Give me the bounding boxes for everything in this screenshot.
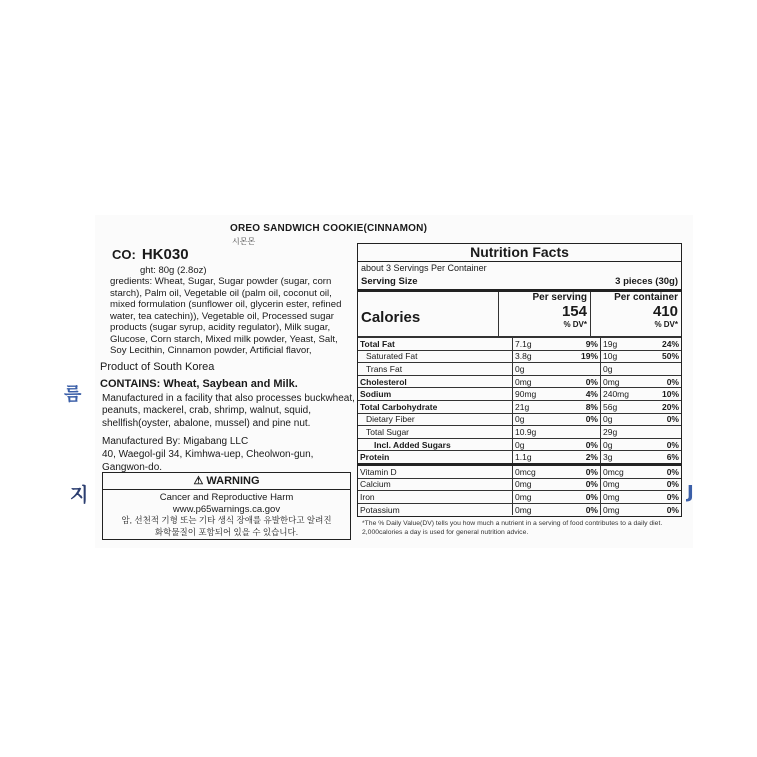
amount-per-container: 19g: [601, 338, 644, 351]
korean-subtitle: 시몬몬: [232, 237, 256, 246]
serving-size-label: Serving Size: [361, 276, 418, 287]
dv-per-container: 0%: [643, 491, 681, 504]
amount-per-container: 10g: [601, 350, 644, 363]
nutrient-row: [358, 451, 681, 465]
per-serving-column: [498, 292, 590, 336]
amount-per-container: 0mg: [601, 491, 644, 504]
serving-size-row: [358, 274, 681, 292]
nutrient-name: Total Sugar: [358, 426, 513, 439]
amount-per-container: 0mg: [601, 375, 644, 388]
dv-per-serving: 0%: [554, 375, 601, 388]
nutrient-name: Iron: [358, 491, 513, 504]
dv-per-container: 0%: [643, 438, 681, 451]
nutrient-row: [358, 388, 681, 401]
amount-per-container: 240mg: [601, 388, 644, 401]
nutrient-row: [358, 400, 681, 413]
dv-label: % DV*: [654, 320, 678, 329]
per-container-label: Per container: [614, 292, 678, 303]
nutrient-row: [358, 426, 681, 439]
nutrition-title: Nutrition Facts: [358, 244, 681, 262]
dv-per-serving: 0%: [554, 503, 601, 515]
dv-per-container: 0%: [643, 464, 681, 478]
nutrient-row: [358, 375, 681, 388]
prop65-warning: [102, 472, 351, 540]
nutrient-name: Cholesterol: [358, 375, 513, 388]
nutrition-facts-panel: [357, 243, 682, 517]
amount-per-container: 3g: [601, 451, 644, 465]
amount-per-serving: 0mcg: [513, 464, 555, 478]
contains-value: Wheat, Saybean and Milk.: [163, 377, 298, 390]
warning-body: [103, 490, 350, 538]
dv-per-serving: 2%: [554, 451, 601, 465]
amount-per-serving: 0g: [513, 363, 555, 376]
amount-per-serving: 7.1g: [513, 338, 555, 351]
nutrient-table: [358, 337, 681, 515]
amount-per-container: 0g: [601, 438, 644, 451]
warning-triangle-icon: ⚠: [193, 475, 204, 487]
nutrient-name: Dietary Fiber: [358, 413, 513, 426]
allergen-statement: [100, 378, 355, 390]
dv-per-serving: 0%: [554, 438, 601, 451]
dv-per-container: [643, 363, 681, 376]
manufacturer-block: [102, 435, 355, 474]
servings-per-container: about 3 Servings Per Container: [361, 263, 487, 273]
amount-per-container: 0mcg: [601, 464, 644, 478]
nutrient-name: Total Carbohydrate: [358, 400, 513, 413]
dv-per-serving: 0%: [554, 413, 601, 426]
calories-label: Calories: [361, 309, 421, 326]
amount-per-serving: 0mg: [513, 491, 555, 504]
dv-per-serving: 9%: [554, 338, 601, 351]
dv-per-container: 10%: [643, 388, 681, 401]
amount-per-container: 56g: [601, 400, 644, 413]
amount-per-serving: 0mg: [513, 375, 555, 388]
dv-per-container: 50%: [643, 350, 681, 363]
dv-per-container: 6%: [643, 451, 681, 465]
nutrient-row: [358, 478, 681, 491]
serving-size-value: 3 pieces (30g): [615, 276, 678, 287]
product-info: [100, 246, 355, 474]
product-code-label: CO:: [112, 247, 136, 262]
manufacturer-address: 40, Waegol-gil 34, Kimhwa-uep, Cheolwon-gun, Gangwon-do.: [102, 449, 314, 473]
nutrient-name: Total Fat: [358, 338, 513, 351]
dv-per-serving: 4%: [554, 388, 601, 401]
amount-per-serving: 3.8g: [513, 350, 555, 363]
nutrient-row: [358, 438, 681, 451]
nutrient-name: Potassium: [358, 503, 513, 515]
amount-per-container: 0mg: [601, 478, 644, 491]
edge-mark-left-bottom: 지: [70, 484, 89, 506]
amount-per-container: 29g: [601, 426, 644, 439]
warning-korean-line-2: 화학물질이 포함되어 있을 수 있습니다.: [154, 526, 299, 537]
amount-per-container: 0mg: [601, 503, 644, 515]
dv-per-container: 24%: [643, 338, 681, 351]
product-code-value: HK030: [141, 246, 189, 263]
nutrient-name: Trans Fat: [358, 363, 513, 376]
calories-per-container: 410: [652, 303, 678, 320]
amount-per-serving: 0g: [513, 438, 555, 451]
per-serving-label: Per serving: [532, 292, 587, 303]
nutrient-row: [358, 338, 681, 351]
amount-per-container: 0g: [601, 413, 644, 426]
dv-per-serving: 0%: [554, 478, 601, 491]
dv-per-container: 0%: [643, 413, 681, 426]
calories-per-serving: 154: [561, 303, 587, 320]
dv-per-container: 0%: [643, 503, 681, 515]
dv-label: % DV*: [563, 320, 587, 329]
nutrient-name: Sodium: [358, 388, 513, 401]
dv-per-serving: 0%: [554, 464, 601, 478]
edge-mark-right-bottom: J: [687, 482, 694, 503]
warning-heading-text: WARNING: [206, 475, 260, 487]
warning-korean-line-1: 암, 선천적 기형 또는 기타 생식 장애를 유발한다고 알려진: [121, 515, 332, 525]
dv-per-serving: 0%: [554, 491, 601, 504]
nutrient-name: Protein: [358, 451, 513, 465]
nutrient-row: [358, 413, 681, 426]
amount-per-serving: 0mg: [513, 503, 555, 515]
dv-per-container: [643, 426, 681, 439]
facility-statement: Manufactured in a facility that also processes buckwheat, peanuts, mackerel, crab, shrimp, walnut, squid, shellfish(oyster, abalone, mussel) and pine nut.: [102, 392, 355, 429]
warning-heading: [103, 473, 350, 490]
per-container-column: [590, 292, 681, 336]
amount-per-serving: 90mg: [513, 388, 555, 401]
amount-per-serving: 10.9g: [513, 426, 555, 439]
nutrient-name: Incl. Added Sugars: [358, 438, 513, 451]
dv-per-serving: 8%: [554, 400, 601, 413]
calories-row: [358, 292, 681, 337]
nutrient-row: [358, 464, 681, 478]
nutrient-name: Vitamin D: [358, 464, 513, 478]
nutrient-row: [358, 350, 681, 363]
manufacturer-name: Manufactured By: Migabang LLC: [102, 436, 249, 447]
origin-text: Product of South Korea: [100, 360, 215, 373]
dv-per-container: 0%: [643, 478, 681, 491]
amount-per-container: 0g: [601, 363, 644, 376]
nutrient-row: [358, 491, 681, 504]
amount-per-serving: 0mg: [513, 478, 555, 491]
warning-line-1: Cancer and Reproductive Harm: [159, 492, 294, 503]
amount-per-serving: 21g: [513, 400, 555, 413]
amount-per-serving: 1.1g: [513, 451, 555, 465]
dv-per-serving: [554, 426, 601, 439]
dv-per-container: 0%: [643, 375, 681, 388]
dv-per-serving: 19%: [554, 350, 601, 363]
product-code: [112, 246, 355, 263]
warning-line-2: www.p65warnings.ca.gov: [172, 503, 281, 515]
product-title: OREO SANDWICH COOKIE(CINNAMON): [230, 223, 428, 234]
net-weight: ght: 80g (2.8oz): [140, 265, 207, 276]
ingredients-text: gredients: Wheat, Sugar, Sugar powder (sugar, corn starch), Palm oil, Vegetable oil (palm oil, coconut oil, mixed formulation (sunflower oil, glycerin ester, refined water, tea catechin)), Vegetable oil, Processed sugar products (sugar syrup, acidity regulator), Milk sugar, Glucose, Corn starch, Mixed milk powder, Yeast, Salt, Soy Lecithin, Cinnamon powder, Artificial flavor,: [110, 276, 342, 356]
nutrient-name: Saturated Fat: [358, 350, 513, 363]
contains-label: CONTAINS:: [100, 377, 161, 390]
dv-footnote: *The % Daily Value(DV) tells you how much a nutrient in a serving of food contributes to a daily diet. 2,000calories a day is used for general nutrition advice.: [362, 520, 663, 536]
nutrient-row: [358, 503, 681, 515]
nutrient-name: Calcium: [358, 478, 513, 491]
nutrient-row: [358, 363, 681, 376]
dv-per-container: 20%: [643, 400, 681, 413]
amount-per-serving: 0g: [513, 413, 555, 426]
edge-mark-left-top: 름: [64, 384, 82, 405]
dv-per-serving: [554, 363, 601, 376]
